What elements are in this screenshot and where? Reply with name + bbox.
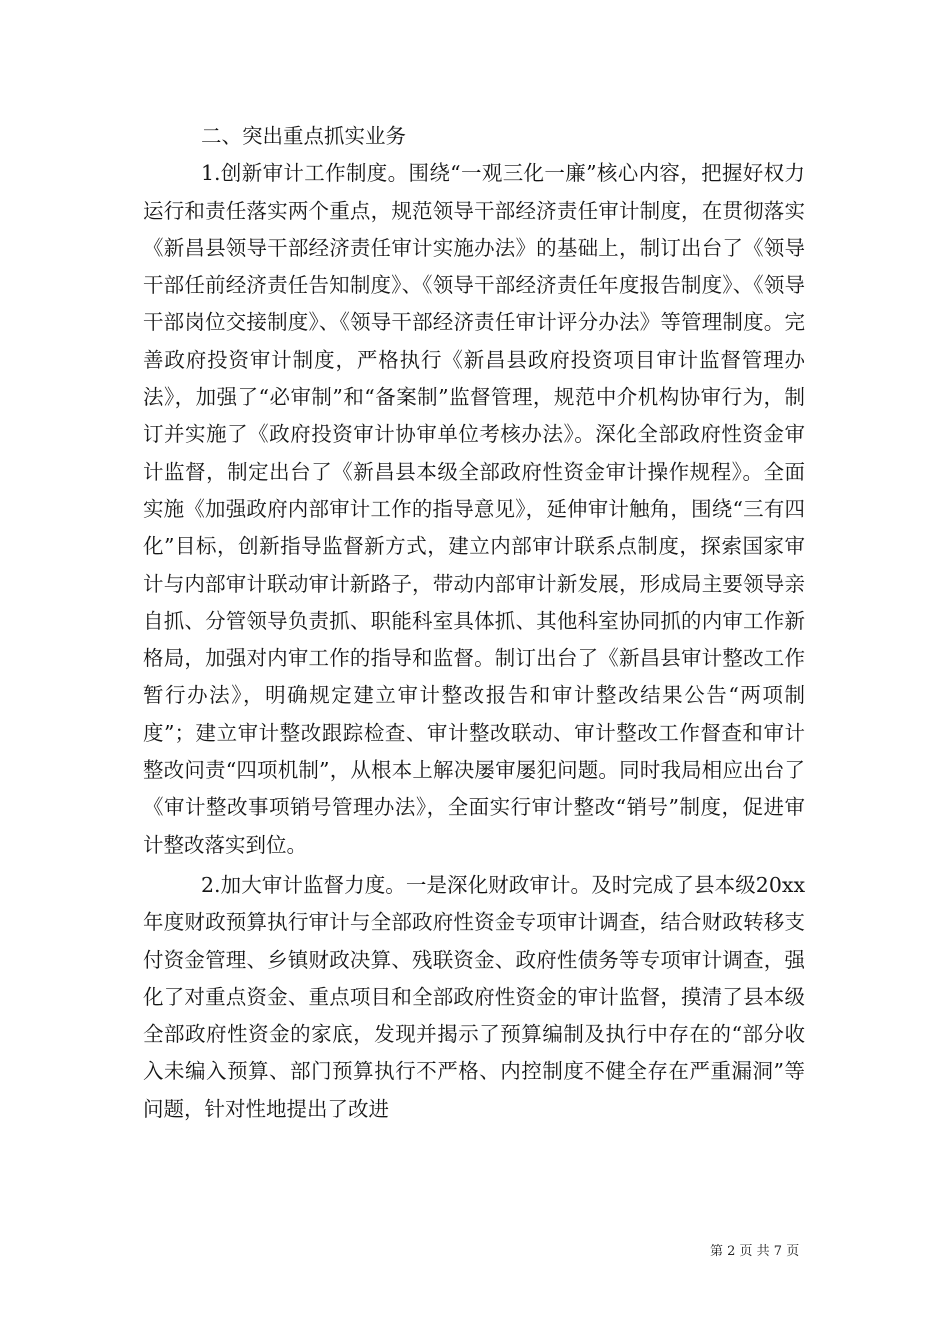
paragraph-audit-supervision: 2.加大审计监督力度。一是深化财政审计。及时完成了县本级20xx年度财政预算执行审计与全部政府性资金专项审计调查，结合财政转移支付资金管理、乡镇财政决算、残联资金、政府性债务等专项审计调查，强化了对重点资金、重点项目和全部政府性资金的审计监督，摸清了县本级全部政府性资金的家底，发现并揭示了预算编制及执行中存在的“部分收入未编入预算、部门预算执行不严格、内控制度不健全存在严重漏洞”等问题，针对性地提出了改进 [143, 872, 805, 1121]
paragraph-audit-system-innovation: 1.创新审计工作制度。围绕“一观三化一廉”核心内容，把握好权力运行和责任落实两个重点，规范领导干部经济责任审计制度，在贯彻落实《新昌县领导干部经济责任审计实施办法》的基础上，制订出台了《领导干部任前经济责任告知制度》、《领导干部经济责任年度报告制度》、《领导干部岗位交接制度》、《领导干部经济责任审计评分办法》等管理制度。完善政府投资审计制度，严格执行《新昌县政府投资项目审计监督管理办法》，加强了“必审制”和“备案制”监督管理，规范中介机构协审行为，制订并实施了《政府投资审计协审单位考核办法》。深化全部政府性资金审计监督，制定出台了《新昌县本级全部政府性资金审计操作规程》。全面实施《加强政府内部审计工作的指导意见》，延伸审计触角，围绕“三有四化”目标，创新指导监督新方式，建立内部审计联系点制度，探索国家审计与内部审计联动审计新路子，带动内部审计新发展，形成局主要领导亲自抓、分管领导负责抓、职能科室具体抓、其他科室协同抓的内审工作新格局，加强对内审工作的指导和监督。制订出台了《新昌县审计整改工作暂行办法》，明确规定建立审计整改报告和审计整改结果公告“两项制度”；建立审计整改跟踪检查、审计整改联动、审计整改工作督查和审计整改问责“四项机制”，从根本上解决屡审屡犯问题。同时我局相应出台了《审计整改事项销号管理办法》，全面实行审计整改“销号”制度，促进审计整改落实到位。 [143, 161, 805, 857]
page-number-footer: 第 2 页 共 7 页 [710, 1244, 800, 1259]
section-heading: 二、突出重点抓实业务 [201, 124, 406, 148]
document-body [143, 118, 805, 1128]
